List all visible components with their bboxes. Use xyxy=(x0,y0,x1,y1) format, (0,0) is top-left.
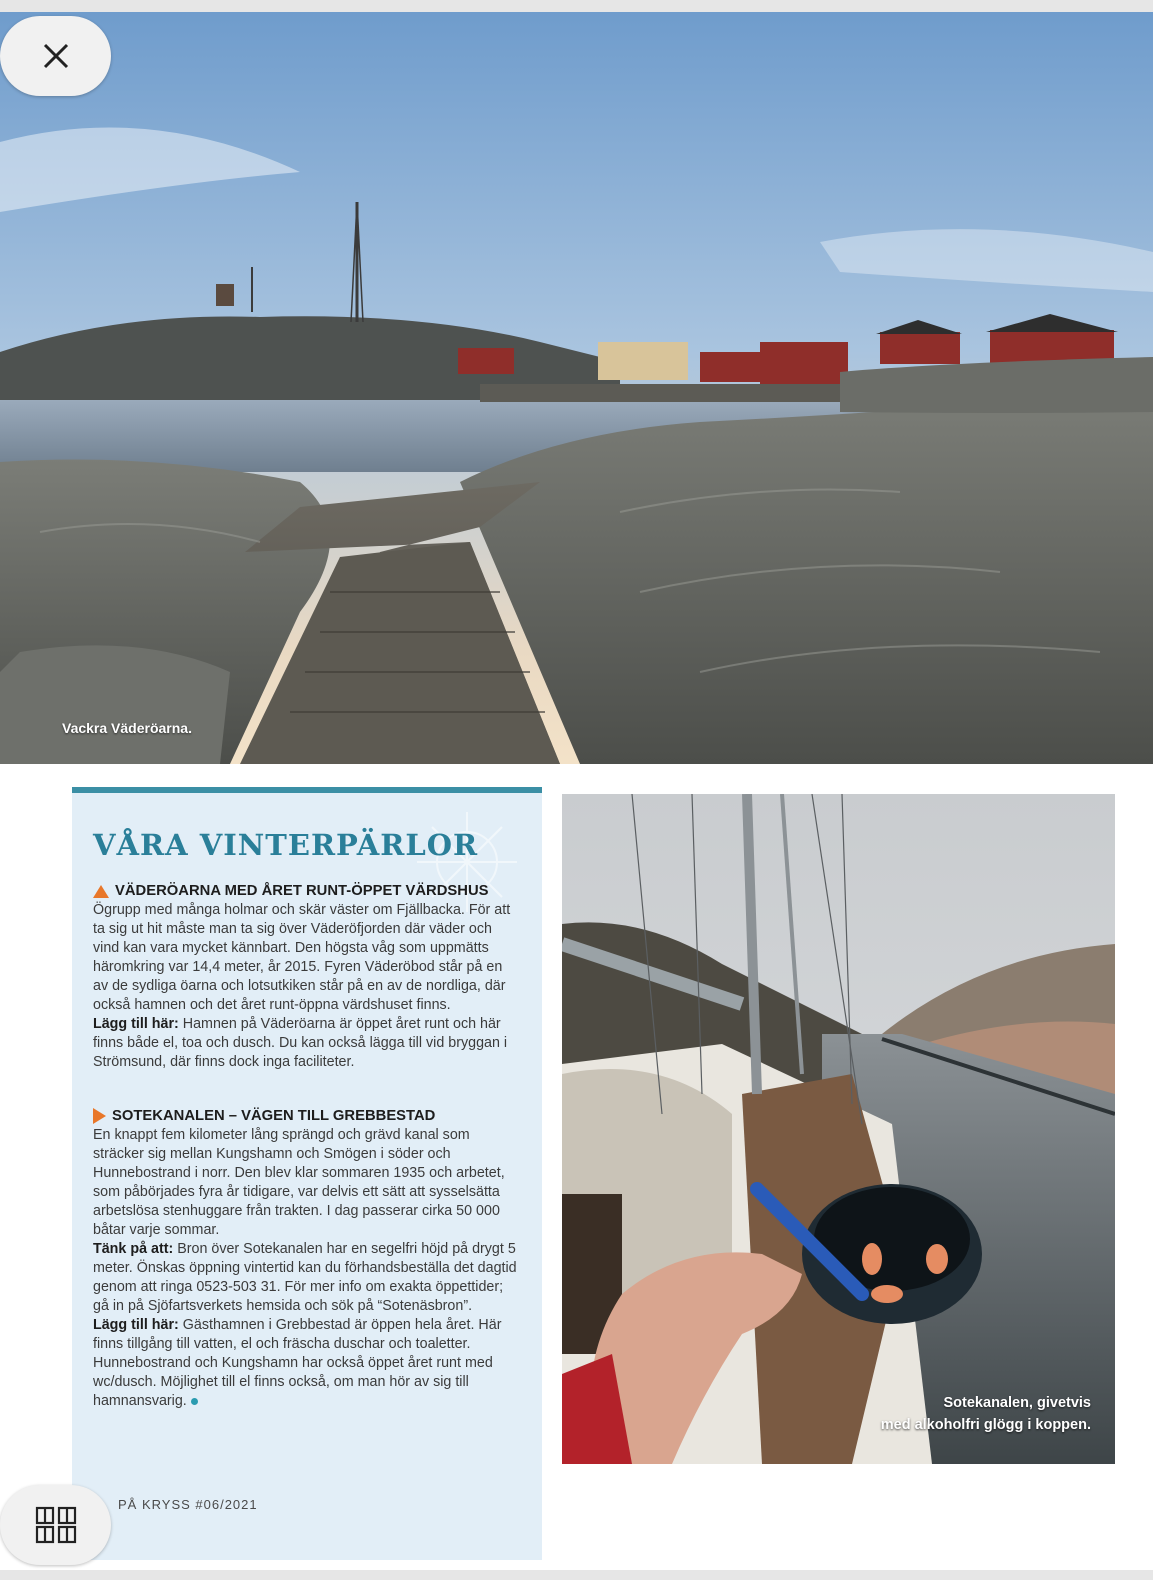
boat-image xyxy=(562,794,1115,1464)
tip-paragraph: Lägg till här: Gästhamnen i Grebbestad är öppen hela året. Här finns tillgång till vatten, el och fräscha duschar och toaletter. Hunnebostrand och Kungshamn har också öppet året runt med wc/dusch. Möjlighet till el finns också, om man hör av sig till hamnansvarig. xyxy=(93,1317,502,1409)
triangle-up-icon xyxy=(93,885,109,898)
grid-view-icon xyxy=(35,1506,77,1544)
section-body xyxy=(93,1126,518,1411)
hero-photo xyxy=(0,12,1153,764)
tip-paragraph: Tänk på att: Bron över Sotekanalen har en segelfri höjd på drygt 5 meter. Önskas öppning vintertid kan du förhandsbeställa det dagtid genom att ringa 0523-503 31. För mer info om exakta öppettider; gå in på Sjöfartsverkets hemsida och sök på “Sotenäsbron”. xyxy=(93,1241,517,1314)
article-title: VÅRA VINTERPÄRLOR xyxy=(93,828,479,862)
magazine-footer: PÅ KRYSS #06/2021 xyxy=(118,1497,258,1512)
close-icon xyxy=(41,41,71,71)
boat-photo xyxy=(562,794,1115,1464)
section-heading: VÄDERÖARNA MED ÅRET RUNT-ÖPPET VÄRDSHUS xyxy=(93,881,518,901)
close-button[interactable] xyxy=(0,16,111,96)
hero-image xyxy=(0,12,1153,764)
body-text: En knappt fem kilometer lång sprängd och grävd kanal som sträcker sig mellan Kungshamn och Smögen i söder och Hunnebostrand i norr. Den blev klar sommaren 1935 och arbetet, som påbörjades fyra år tidigare, var delvis ett sätt att sysselsätta arbetslösa stenhuggare från trakten. I dag passerar cirka 50 000 båtar varje sommar. xyxy=(93,1127,505,1238)
end-dot-icon xyxy=(191,1398,198,1405)
hero-caption: Vackra Väderöarna. xyxy=(62,720,192,736)
boat-caption: Sotekanalen, givetvis med alkoholfri glögg i koppen. xyxy=(880,1395,1091,1433)
section-heading: SOTEKANALEN – VÄGEN TILL GREBBESTAD xyxy=(93,1106,518,1126)
section-vaderoarna xyxy=(93,881,518,1072)
top-bar xyxy=(0,0,1153,12)
section-sotekanalen xyxy=(93,1106,518,1411)
section-body xyxy=(93,901,518,1072)
tip-paragraph: Lägg till här: Hamnen på Väderöarna är öppet året runt och här finns både el, toa och dusch. Du kan också lägga till vid bryggan i Strömsund, där finns dock inga faciliteter. xyxy=(93,1016,508,1070)
article-box xyxy=(72,787,542,1560)
bottom-bar xyxy=(0,1570,1153,1580)
body-text: Ögrupp med många holmar och skär väster om Fjällbacka. För att ta sig ut hit måste man ta sig över Väderöfjorden där väder och vind kan vara mycket kännbart. Den högsta våg som uppmätts häromkring var 14,4 meter, år 2015. Fyren Väderöbod står på en av de sydliga öarna och lotsutkiken står på en av de nordliga, där också hamnen och det året runt-öppna värdshuset finns. xyxy=(93,902,511,1013)
grid-view-button[interactable] xyxy=(0,1485,111,1565)
triangle-right-icon xyxy=(93,1108,106,1124)
